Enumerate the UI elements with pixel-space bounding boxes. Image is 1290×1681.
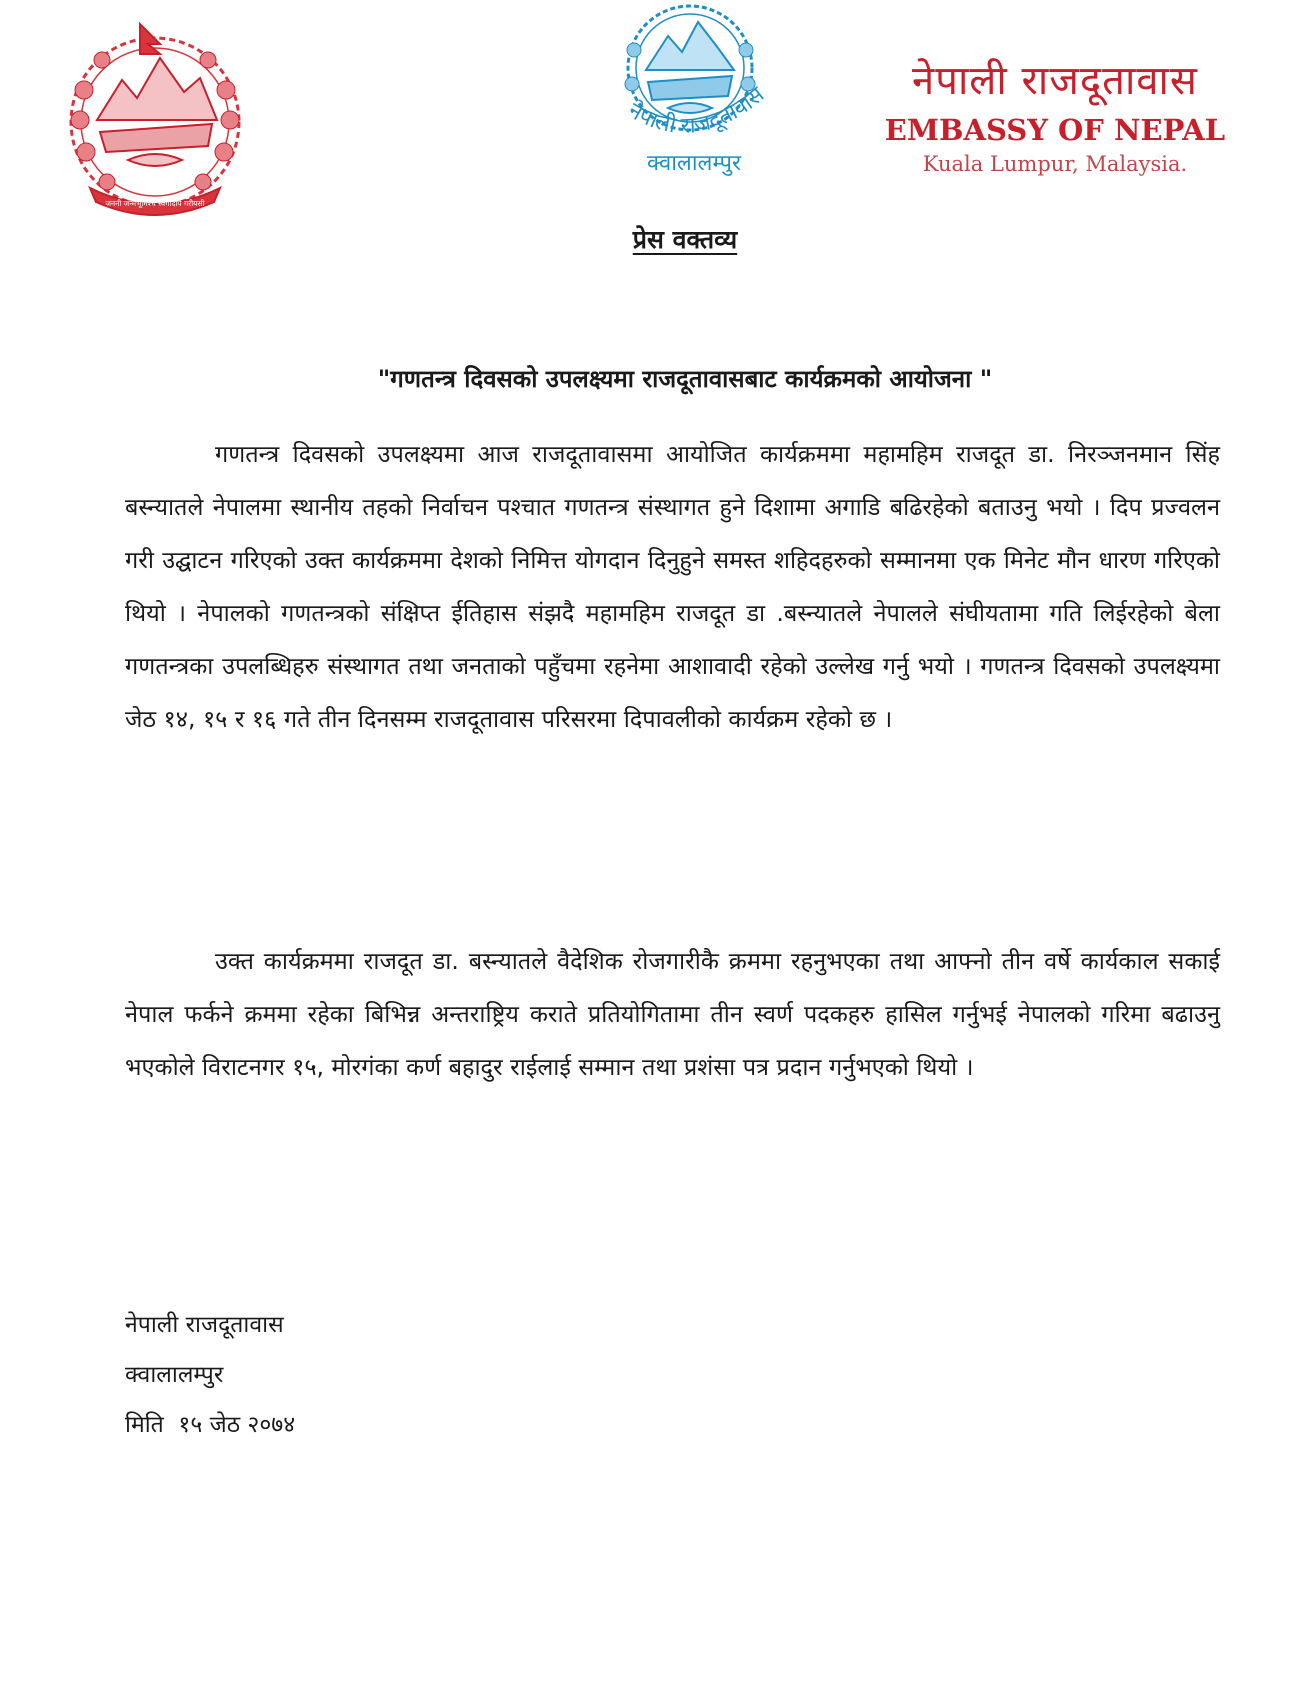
body-paragraph-2: उक्त कार्यक्रममा राजदूत डा. बस्न्यातले वैदेशिक रोजगारीकै क्रममा रहनुभएका तथा आफ्नो तीन वर्षे कार्यकाल सकाई नेपाल फर्कने क्रममा रहेका बिभिन्न अन्तराष्ट्रिय कराते प्रतियोगितामा तीन स्वर्ण पदकहरु हासिल गर्नुभई नेपालको गरिमा बढाउनु भएकोले विराटनगर १५, मोरगंका कर्ण बहादुर राईलाई सम्मान तथा प्रशंसा पत्र प्रदान गर्नुभएको थियो । <box>125 947 1220 1081</box>
embassy-name-english: EMBASSY OF NEPAL <box>884 113 1226 147</box>
coat-of-arms-emblem <box>62 20 248 220</box>
letterhead <box>860 52 1250 180</box>
body-paragraph-1: गणतन्त्र दिवसको उपलक्ष्यमा आज राजदूतावासमा आयोजित कार्यक्रममा महामहिम राजदूत डा. निरञ्जनमान सिंह बस्न्यातले नेपालमा स्थानीय तहको निर्वाचन पश्चात गणतन्त्र संस्थागत हुने दिशामा अगाडि बढिरहेको बताउनु भयो । दिप प्रज्वलन गरी उद्घाटन गरिएको उक्त कार्यक्रममा देशको निमित्त योगदान दिनुहुने समस्त शहिदहरुको सम्मानमा एक मिनेट मौन धारण गरिएको थियो । नेपालको गणतन्त्रको संक्षिप्त ईतिहास संझदै महामहिम राजदूत डा .बस्न्यातले नेपालले संघीयतामा गति लिईरहेको बेला गणतन्त्रका उपलब्धिहरु संस्थागत तथा जनताको पहुँचमा रहनेमा आशावादी रहेको उल्लेख गर्नु भयो । गणतन्त्र दिवसको उपलक्ष्यमा जेठ १४, १५ र १६ गते तीन दिनसम्म राजदूतावास परिसरमा दिपावलीको कार्यक्रम रहेको छ । <box>125 440 1220 733</box>
embassy-city: Kuala Lumpur, Malaysia. <box>922 152 1188 176</box>
coat-of-arms-motto: जननी जन्मभूमिश्च स्वर्गादपि गरीयसी <box>105 199 205 208</box>
signoff-date: मिति १५ जेठ २०७४ <box>125 1412 296 1438</box>
statement-subject: "गणतन्त्र दिवसको उपलक्ष्यमा राजदूतावासबाट कार्यक्रमको आयोजना " <box>377 365 993 393</box>
embassy-seal <box>590 0 790 180</box>
embassy-name-nepali: नेपाली राजदूतावास <box>912 58 1198 104</box>
signoff-city: क्वालालम्पुर <box>125 1362 224 1388</box>
signoff-block <box>125 1300 295 1450</box>
signoff-office: नेपाली राजदूतावास <box>125 1312 284 1338</box>
seal-text-line2: क्वालालम्पुर <box>647 151 741 176</box>
press-statement-heading: प्रेस वक्तव्य <box>632 225 738 254</box>
seal-text-line1: नेपाली राजदूतावास <box>623 82 770 139</box>
nepal-coat-of-arms-icon <box>62 20 248 220</box>
embassy-seal-icon <box>590 0 790 180</box>
